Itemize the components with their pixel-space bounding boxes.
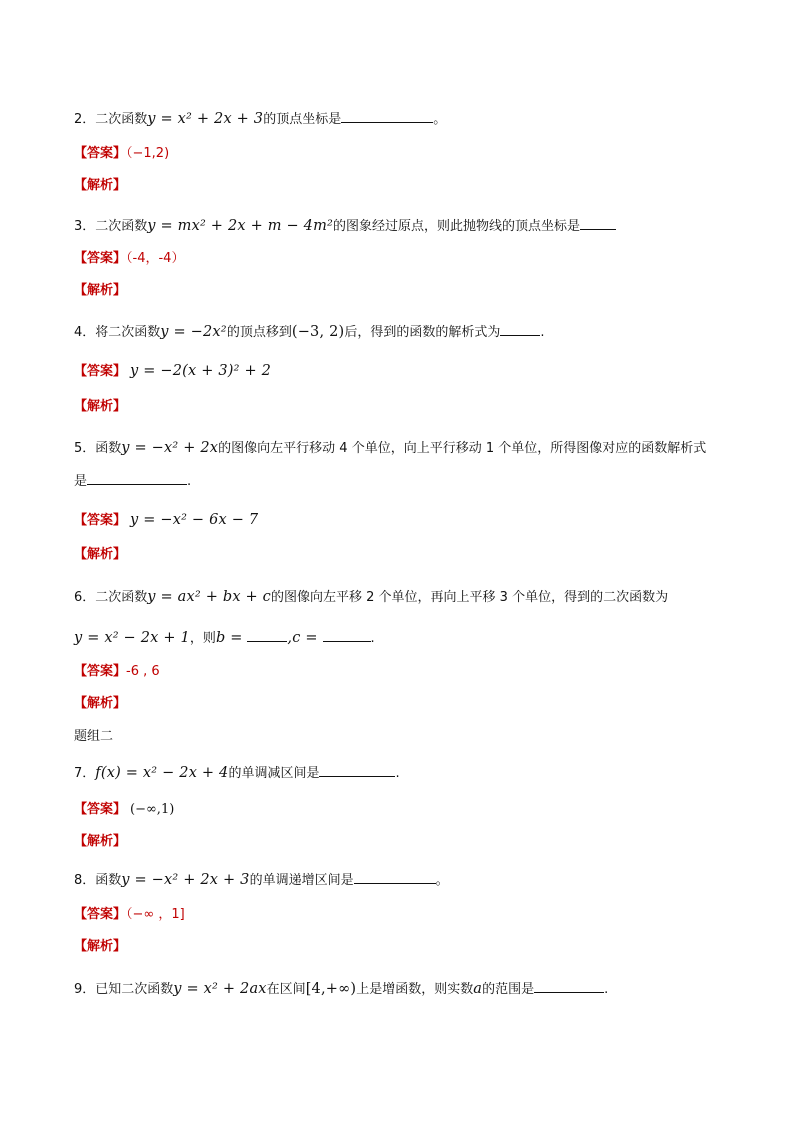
question-text: 的单调减区间是 <box>228 766 320 781</box>
question-number: 2． <box>74 112 96 127</box>
question-number: 3． <box>74 219 96 234</box>
answer-value: （−∞ ，1] <box>126 907 185 922</box>
analysis-tag: 【解析】 <box>74 834 127 849</box>
question-6-cont <box>74 629 734 648</box>
answer-8 <box>74 906 734 924</box>
question-text: 将二次函数 <box>95 325 161 340</box>
answer-blank <box>534 980 604 993</box>
group-title: 题组二 <box>74 729 114 744</box>
punctuation: . <box>540 325 545 340</box>
question-number: 9． <box>74 982 96 997</box>
answer-6 <box>74 663 734 681</box>
answer-tag: 【答案】 <box>74 664 127 679</box>
question-7 <box>74 764 734 783</box>
question-text: ，则 <box>189 631 216 646</box>
question-text: 的图像向左平移 2 个单位，再向上平移 3 个单位，得到的二次函数为 <box>271 590 669 605</box>
question-text: 后，得到的函数的解析式为 <box>344 325 501 340</box>
question-6 <box>74 588 734 607</box>
question-text: 的图像向左平行移动 4 个单位，向上平行移动 1 个单位，所得图像对应的函数解析式 <box>218 441 707 456</box>
point-coordinate: (−3, 2) <box>291 324 345 340</box>
question-text: 在区间 <box>266 982 306 997</box>
answer-2 <box>74 145 734 163</box>
question-text: 二次函数 <box>95 112 148 127</box>
question-text: 的单调递增区间是 <box>249 873 354 888</box>
answer-blank <box>500 323 540 336</box>
answer-value: (−∞,1) <box>130 802 175 817</box>
answer-3 <box>74 250 734 268</box>
answer-tag: 【答案】 <box>74 513 127 528</box>
formula: y = mx² + 2x + m − 4m² <box>147 218 334 234</box>
question-text: 已知二次函数 <box>95 982 174 997</box>
question-number: 5． <box>74 441 96 456</box>
answer-blank <box>341 110 433 123</box>
question-text: 是 <box>74 474 88 489</box>
punctuation: . <box>187 474 192 489</box>
punctuation: 。 <box>435 873 449 888</box>
question-text: 上是增函数，则实数 <box>356 982 474 997</box>
analysis-7 <box>74 833 734 851</box>
analysis-tag: 【解析】 <box>74 178 127 193</box>
question-3 <box>74 217 734 236</box>
question-text: 的顶点移到 <box>226 325 292 340</box>
analysis-6 <box>74 695 734 713</box>
answer-5 <box>74 511 734 530</box>
punctuation: . <box>395 766 400 781</box>
c-blank <box>323 629 371 642</box>
formula: y = ax² + bx + c <box>147 589 272 605</box>
b-label: b = <box>215 630 248 646</box>
question-text: 二次函数 <box>95 219 148 234</box>
answer-blank <box>87 472 187 485</box>
question-9 <box>74 980 734 999</box>
answer-formula: y = −2(x + 3)² + 2 <box>130 363 272 379</box>
b-blank <box>247 629 287 642</box>
answer-blank <box>354 871 436 884</box>
answer-tag: 【答案】 <box>74 251 127 266</box>
punctuation: 。 <box>433 112 447 127</box>
question-number: 6． <box>74 590 96 605</box>
analysis-3 <box>74 282 734 300</box>
question-text: 函数 <box>95 441 122 456</box>
answer-value: （−1,2) <box>126 146 170 161</box>
question-8 <box>74 871 734 890</box>
formula: y = x² + 2ax <box>173 981 267 997</box>
answer-4 <box>74 362 734 381</box>
answer-value: -6 , 6 <box>126 664 160 679</box>
formula: f(x) = x² − 2x + 4 <box>95 765 229 781</box>
answer-blank <box>319 764 395 777</box>
formula: y = −x² + 2x <box>121 440 219 456</box>
question-text: 函数 <box>95 873 122 888</box>
analysis-tag: 【解析】 <box>74 283 127 298</box>
analysis-2 <box>74 177 734 195</box>
analysis-4 <box>74 398 734 416</box>
question-4 <box>74 323 734 342</box>
formula: y = x² − 2x + 1 <box>74 630 190 646</box>
answer-tag: 【答案】 <box>74 364 127 379</box>
question-number: 8． <box>74 873 96 888</box>
question-text: 的范围是 <box>482 982 535 997</box>
analysis-tag: 【解析】 <box>74 547 127 562</box>
question-text: 的图象经过原点，则此抛物线的顶点坐标是 <box>333 219 581 234</box>
formula: y = x² + 2x + 3 <box>147 111 264 127</box>
c-label: ,c = <box>287 630 323 646</box>
answer-tag: 【答案】 <box>74 802 127 817</box>
analysis-tag: 【解析】 <box>74 939 127 954</box>
answer-blank <box>580 217 616 230</box>
answer-value: （-4，-4） <box>126 251 185 266</box>
variable: a <box>473 981 483 997</box>
answer-tag: 【答案】 <box>74 907 127 922</box>
punctuation: . <box>370 631 375 646</box>
analysis-tag: 【解析】 <box>74 696 127 711</box>
question-5-cont <box>74 472 734 491</box>
formula: y = −x² + 2x + 3 <box>121 872 250 888</box>
analysis-8 <box>74 938 734 956</box>
question-5 <box>74 439 734 458</box>
question-2 <box>74 110 734 129</box>
answer-formula: y = −x² − 6x − 7 <box>130 512 259 528</box>
question-number: 4． <box>74 325 96 340</box>
answer-7 <box>74 801 734 819</box>
answer-tag: 【答案】 <box>74 146 127 161</box>
punctuation: . <box>604 982 609 997</box>
analysis-5 <box>74 546 734 564</box>
interval: [4,+∞) <box>305 981 357 997</box>
analysis-tag: 【解析】 <box>74 399 127 414</box>
question-text: 的顶点坐标是 <box>263 112 342 127</box>
question-text: 二次函数 <box>95 590 148 605</box>
question-number: 7． <box>74 766 96 781</box>
formula: y = −2x² <box>160 324 227 340</box>
